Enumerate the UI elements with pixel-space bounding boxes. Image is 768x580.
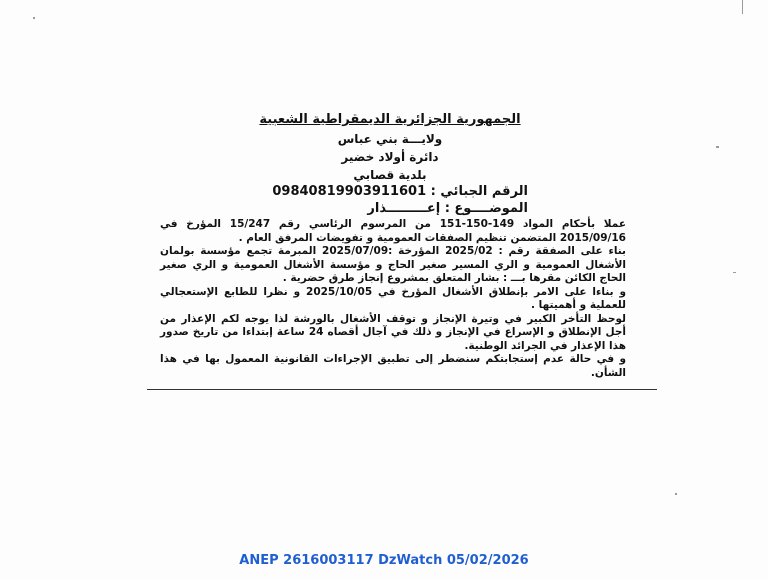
- paragraph-delay-notice: لوحظ التأخر الكبير في وتيرة الإنجاز و توقف الأشغال بالورشة لذا يوجه لكم الإعذار من أجل الإنطلاق و الإسراع في الإنجاز و ذلك في آجال أقصاه 24 ساعة إبتداءا من تاريخ صدور هذا الإعذار في الجرائد الوطنية.: [160, 312, 627, 352]
- scan-mark-right-2: [733, 272, 736, 273]
- scan-mark-top: [742, 0, 743, 14]
- wilaya-line: ولايـــة بني عباس: [337, 132, 443, 146]
- scan-mark-right: [716, 146, 719, 148]
- paragraph-consequence: و في حالة عدم إستجابتكم سنضطر إلى تطبيق الإجراءات القانونية المعمول بها في هذا الشأن.: [160, 353, 626, 379]
- tax-id-line: الرقم الجبائي : 09840819903911601: [272, 184, 528, 199]
- document-body: [160, 218, 626, 380]
- commune-line: بلدية قصابي: [353, 168, 427, 182]
- scan-mark-bottom: [675, 493, 677, 495]
- footer-reference: ANEP 2616003117 DzWatch 05/02/2026: [239, 553, 529, 568]
- subject-line: الموضــــوع : إعـــــــــذار: [367, 201, 528, 216]
- republic-title: الجمهورية الجزائرية الديمقراطية الشعبية: [259, 112, 521, 127]
- horizontal-rule: [147, 389, 657, 390]
- paragraph-start-order: و بناءا على الامر بإنطلاق الأشغال المؤرخ في 2025/10/05 و نظرا للطابع الإستعجالي للعملية و أهميتها .: [160, 285, 627, 311]
- paragraph-contract: بناء على الصفقة رقم : 2025/02 المؤرخة :2025/07/09 المبرمة تجمع مؤسسة بولمان الأشغال العمومية و الري المسير صغير الحاج و مؤسسة الأشغال العمومية و الري صغير الحاج الكائن مقرها بـــ : بشار المتعلق بمشروع إنجاز طرق حضرية .: [160, 245, 627, 284]
- scan-mark-left: [33, 17, 35, 19]
- paragraph-legal-basis: عملا بأحكام المواد 149-150-151 من المرسوم الرئاسي رقم 15/247 المؤرخ في 2015/09/16 المتضمن تنظيم الصفقات العمومية و تفويضات المرفق العام .: [160, 218, 626, 244]
- daira-line: دائرة أولاد خضير: [341, 150, 439, 164]
